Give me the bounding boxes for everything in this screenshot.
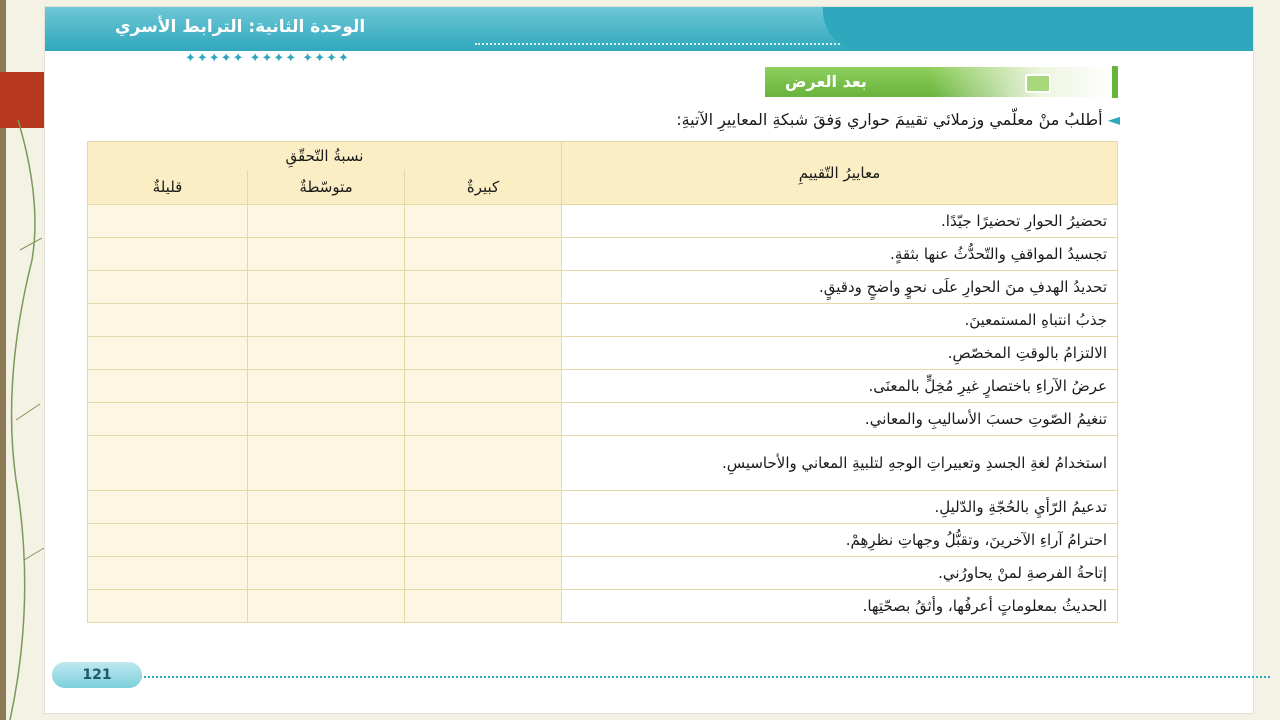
rating-cell-small[interactable] bbox=[88, 403, 248, 436]
rating-cell-big[interactable] bbox=[405, 370, 562, 403]
rating-cell-small[interactable] bbox=[88, 205, 248, 238]
header-small: قليلةٌ bbox=[88, 170, 248, 205]
screen-icon bbox=[1025, 74, 1051, 93]
rating-cell-small[interactable] bbox=[88, 491, 248, 524]
rating-cell-small[interactable] bbox=[88, 271, 248, 304]
rating-cell-big[interactable] bbox=[405, 271, 562, 304]
rating-cell-medium[interactable] bbox=[248, 205, 405, 238]
header-percentage: نسبةُ التّحقّقِ bbox=[88, 142, 562, 171]
rating-cell-big[interactable] bbox=[405, 238, 562, 271]
rating-cell-medium[interactable] bbox=[248, 271, 405, 304]
table-row bbox=[88, 304, 1118, 337]
rating-cell-medium[interactable] bbox=[248, 337, 405, 370]
criterion-cell: استخدامُ لغةِ الجسدِ وتعبيراتِ الوجهِ لتلبيةِ المعاني والأحاسيسِ. bbox=[562, 436, 1118, 491]
header-medium: متوسّطةٌ bbox=[248, 170, 405, 205]
criterion-cell: جذبُ انتباهِ المستمعينَ. bbox=[562, 304, 1118, 337]
table-row bbox=[88, 205, 1118, 238]
table-row bbox=[88, 403, 1118, 436]
rating-cell-big[interactable] bbox=[405, 557, 562, 590]
evaluation-table bbox=[87, 141, 1118, 623]
criterion-cell: تجسيدُ المواقفِ والتّحدُّثُ عنها بثقةٍ. bbox=[562, 238, 1118, 271]
rating-cell-medium[interactable] bbox=[248, 403, 405, 436]
rating-cell-medium[interactable] bbox=[248, 304, 405, 337]
rating-cell-medium[interactable] bbox=[248, 491, 405, 524]
rating-cell-big[interactable] bbox=[405, 403, 562, 436]
section-label: بعد العرض bbox=[785, 72, 867, 91]
rating-cell-small[interactable] bbox=[88, 524, 248, 557]
rating-cell-big[interactable] bbox=[405, 590, 562, 623]
section-marker-bar bbox=[1112, 66, 1118, 98]
instruction-sentence: أطلبُ منْ معلّمي وزملائي تقييمَ حواري وَفقَ شبكةِ المعاييرِ الآتيةِ: bbox=[676, 110, 1103, 129]
rating-cell-medium[interactable] bbox=[248, 557, 405, 590]
rating-cell-small[interactable] bbox=[88, 370, 248, 403]
rating-cell-big[interactable] bbox=[405, 491, 562, 524]
rating-cell-medium[interactable] bbox=[248, 370, 405, 403]
instruction-arrow-icon: ◄ bbox=[1107, 110, 1120, 129]
table-row bbox=[88, 370, 1118, 403]
header-tab bbox=[823, 7, 1253, 51]
rating-cell-medium[interactable] bbox=[248, 590, 405, 623]
criterion-cell: عرضُ الآراءِ باختصارٍ غيرِ مُخِلٍّ بالمعنَى. bbox=[562, 370, 1118, 403]
criterion-cell: تدعيمُ الرّأيِ بالحُجّةِ والدّليلِ. bbox=[562, 491, 1118, 524]
star-ornament: ✦✦✦✦✦ ✦✦✦✦ ✦✦✦✦ bbox=[185, 51, 350, 66]
table-row bbox=[88, 590, 1118, 623]
rating-cell-big[interactable] bbox=[405, 337, 562, 370]
rating-cell-small[interactable] bbox=[88, 304, 248, 337]
criterion-cell: تحضيرُ الحوارِ تحضيرًا جيّدًا. bbox=[562, 205, 1118, 238]
table-row bbox=[88, 524, 1118, 557]
rating-cell-big[interactable] bbox=[405, 205, 562, 238]
page-number: 121 bbox=[52, 662, 142, 688]
table-row bbox=[88, 491, 1118, 524]
rating-cell-medium[interactable] bbox=[248, 238, 405, 271]
criterion-cell: الالتزامُ بالوقتِ المخصّصِ. bbox=[562, 337, 1118, 370]
instruction-text bbox=[420, 110, 1120, 129]
criterion-cell: احترامُ آراءِ الآخرينَ، وتقبُّلُ وجهاتِ نظرِهِمْ. bbox=[562, 524, 1118, 557]
rating-cell-small[interactable] bbox=[88, 436, 248, 491]
footer-dotted-line bbox=[140, 676, 1270, 678]
rating-cell-big[interactable] bbox=[405, 304, 562, 337]
rating-cell-small[interactable] bbox=[88, 557, 248, 590]
rating-cell-big[interactable] bbox=[405, 436, 562, 491]
criterion-cell: إتاحةُ الفرصةِ لمنْ يحاورُني. bbox=[562, 557, 1118, 590]
criterion-cell: تنغيمُ الصّوتِ حسبَ الأساليبِ والمعاني. bbox=[562, 403, 1118, 436]
criterion-cell: الحديثُ بمعلوماتٍ أعرفُها، وأثقُ بصحّتِها. bbox=[562, 590, 1118, 623]
rating-cell-small[interactable] bbox=[88, 238, 248, 271]
header-big: كبيرةٌ bbox=[405, 170, 562, 205]
table-row bbox=[88, 557, 1118, 590]
rating-cell-medium[interactable] bbox=[248, 436, 405, 491]
rating-cell-small[interactable] bbox=[88, 337, 248, 370]
unit-title: الوحدة الثانية: الترابط الأسري bbox=[115, 17, 366, 37]
rating-cell-big[interactable] bbox=[405, 524, 562, 557]
header-criteria: معاييرُ التّقييمِ bbox=[562, 142, 1118, 205]
criterion-cell: تحديدُ الهدفِ منَ الحوارِ علَى نحوٍ واضحٍ ودقيقٍ. bbox=[562, 271, 1118, 304]
rating-cell-small[interactable] bbox=[88, 590, 248, 623]
table-row bbox=[88, 271, 1118, 304]
table-row bbox=[88, 436, 1118, 491]
table-row bbox=[88, 238, 1118, 271]
table-row bbox=[88, 337, 1118, 370]
rating-cell-medium[interactable] bbox=[248, 524, 405, 557]
vine-decoration bbox=[6, 0, 46, 720]
section-pill-fade bbox=[930, 67, 1115, 97]
